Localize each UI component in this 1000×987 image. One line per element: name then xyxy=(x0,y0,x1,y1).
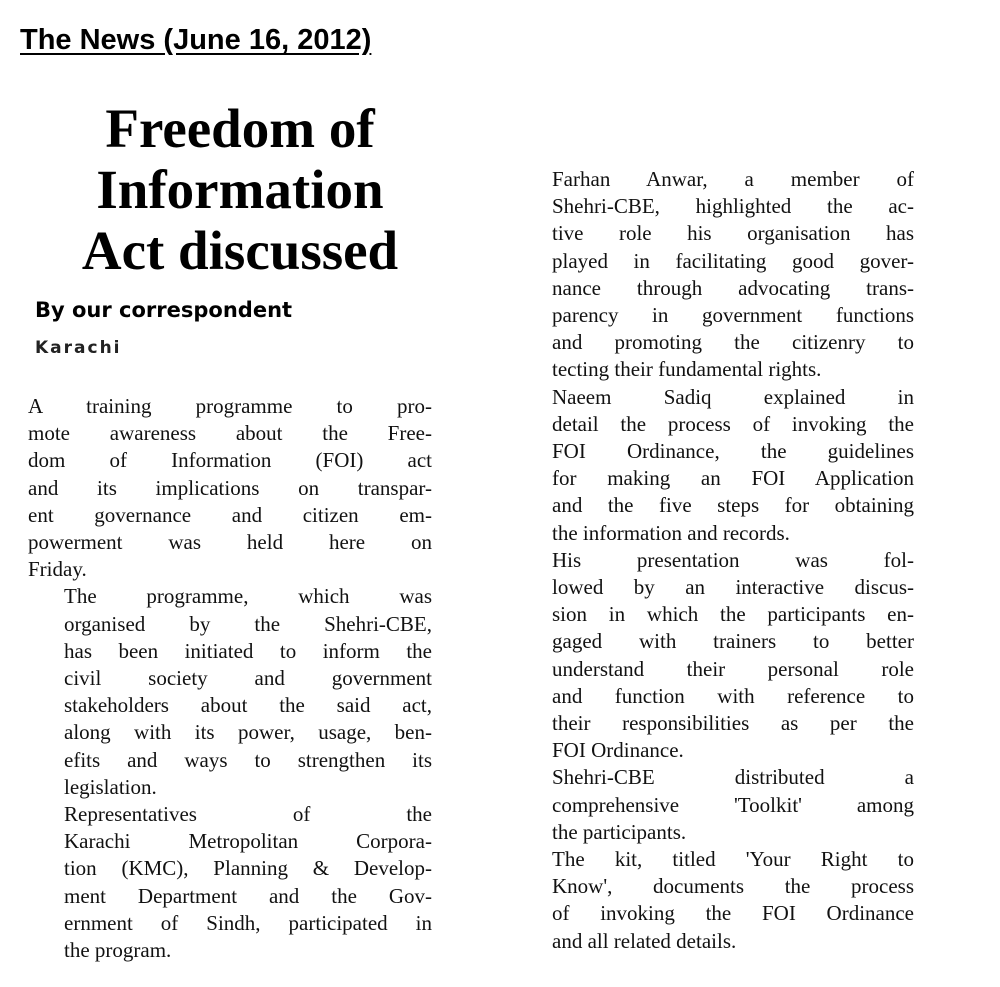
article-paragraph xyxy=(516,846,914,955)
article-line: has been initiated to inform the xyxy=(64,638,432,663)
article-line: the program. xyxy=(64,938,172,963)
article-line: and the five steps for obtaining xyxy=(552,493,914,518)
article-line: nance through advocating trans- xyxy=(552,275,914,300)
article-line: Know', documents the process xyxy=(552,874,914,899)
article-paragraph xyxy=(28,583,432,801)
article-paragraph xyxy=(516,547,914,765)
article-line: for making an FOI Application xyxy=(552,466,914,491)
article-line: ment Department and the Gov- xyxy=(64,883,432,908)
article-line: efits and ways to strengthen its xyxy=(64,747,432,772)
article-line: tecting their fundamental rights. xyxy=(552,357,822,382)
article-line: ernment of Sindh, participated in xyxy=(64,910,432,935)
article-line: A training programme to pro- xyxy=(28,394,432,418)
article-line: tion (KMC), Planning & Develop- xyxy=(64,856,432,881)
article-line: The programme, which was xyxy=(64,584,432,609)
article-line: ent governance and citizen em- xyxy=(28,502,432,527)
article-line: Shehri-CBE, highlighted the ac- xyxy=(552,194,914,219)
headline-line: Information xyxy=(96,159,384,220)
article-line: understand their personal role xyxy=(552,656,914,681)
article-line: of invoking the FOI Ordinance xyxy=(552,901,914,926)
article-line: organised by the Shehri-CBE, xyxy=(64,611,432,636)
article-line: His presentation was fol- xyxy=(552,547,914,572)
article-paragraph xyxy=(28,393,432,583)
article-line: their responsibilities as per the xyxy=(552,711,914,736)
article-line: FOI Ordinance, the guidelines xyxy=(552,439,914,464)
article-line: comprehensive 'Toolkit' among xyxy=(552,792,914,817)
article-line: and its implications on transpar- xyxy=(28,475,432,500)
article-line: civil society and government xyxy=(64,666,432,691)
article-line: Representatives of the xyxy=(64,802,432,827)
article-line: the participants. xyxy=(552,819,687,844)
headline-line: Freedom of xyxy=(105,98,375,159)
article-line: detail the process of invoking the xyxy=(552,411,914,436)
article-column-left xyxy=(28,393,432,964)
article-line: powerment was held here on xyxy=(28,530,432,555)
article-line: along with its power, usage, ben- xyxy=(64,720,432,745)
article-line: Friday. xyxy=(28,557,87,582)
article-line: played in facilitating good gover- xyxy=(552,248,914,273)
article-line: stakeholders about the said act, xyxy=(64,693,432,718)
article-line: Karachi Metropolitan Corpora- xyxy=(64,829,432,854)
article-paragraph xyxy=(516,764,914,846)
article-paragraph xyxy=(28,801,432,964)
article-line: mote awareness about the Free- xyxy=(28,421,432,446)
article-line: and function with reference to xyxy=(552,683,914,708)
article-line: sion in which the participants en- xyxy=(552,602,914,627)
article-line: gaged with trainers to better xyxy=(552,629,914,654)
article-headline xyxy=(20,98,460,281)
article-line: lowed by an interactive discus- xyxy=(552,575,914,600)
article-paragraph xyxy=(516,384,914,547)
byline: By our correspondent xyxy=(35,298,293,322)
article-line: dom of Information (FOI) act xyxy=(28,448,432,473)
article-line: the information and records. xyxy=(552,520,790,545)
article-column-right xyxy=(516,166,914,955)
article-line: and all related details. xyxy=(552,928,737,953)
article-line: and promoting the citizenry to xyxy=(552,330,914,355)
dateline: Karachi xyxy=(35,338,122,358)
article-line: Shehri-CBE distributed a xyxy=(552,765,914,790)
article-line: legislation. xyxy=(64,774,157,799)
headline-line: Act discussed xyxy=(81,220,399,281)
article-line: tive role his organisation has xyxy=(552,221,914,246)
article-line: Naeem Sadiq explained in xyxy=(552,384,914,409)
article-line: parency in government functions xyxy=(552,303,914,328)
article-paragraph xyxy=(516,166,914,384)
article-line: Farhan Anwar, a member of xyxy=(552,167,914,191)
article-line: The kit, titled 'Your Right to xyxy=(552,847,914,872)
source-label: The News (June 16, 2012) xyxy=(20,24,372,56)
article-line: FOI Ordinance. xyxy=(552,738,684,763)
